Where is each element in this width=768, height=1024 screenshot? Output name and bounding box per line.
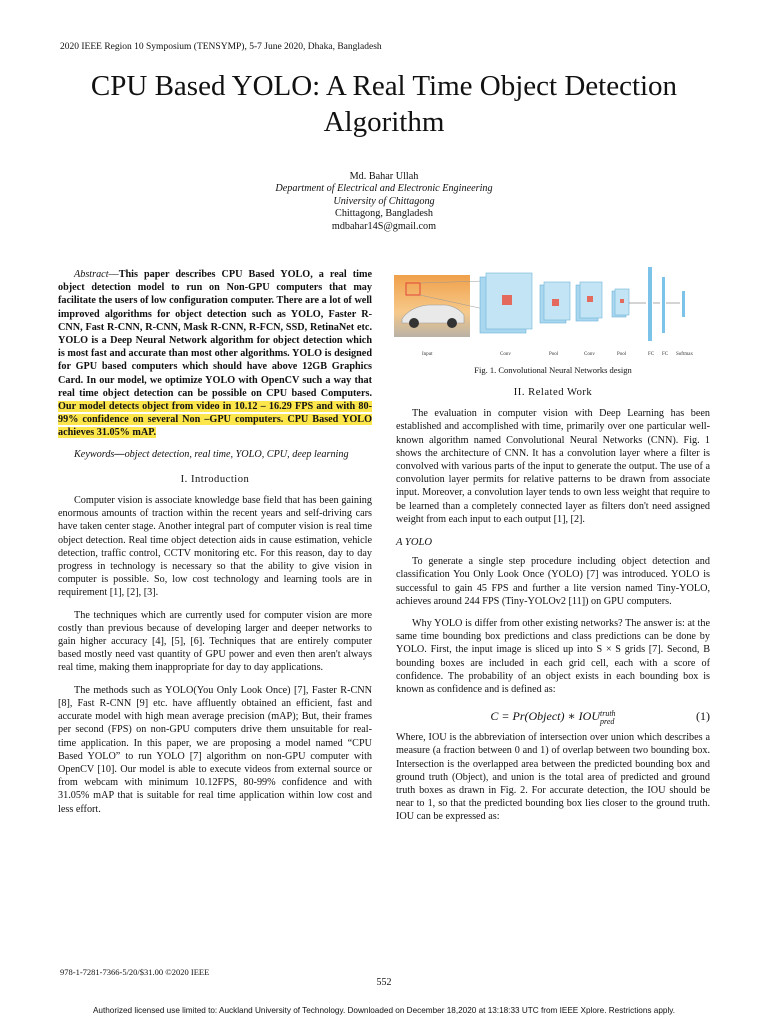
keywords-dash: — <box>114 448 125 460</box>
left-column <box>58 268 372 825</box>
equation-1 <box>396 705 710 727</box>
keywords <box>58 448 372 461</box>
figure-label-pool-1: Pool <box>549 352 559 357</box>
author-name: Md. Bahar Ullah <box>349 171 419 182</box>
yolo-paragraph-2: Why YOLO is differ from other existing networks? The answer is: at the same time bounding box predictions and class predictions can be done by YOLO. First, the input image is sliced up into S × S grids [7]. Second, B bounding boxes are included in each grid cell, each with a score of confidence. The probability of an object exists in each bounding box is known as confidence and is defined as: <box>396 618 710 696</box>
equation-subscript: pred <box>600 716 615 726</box>
pool-feature-highlight-2 <box>620 299 624 303</box>
car-wheel-rear <box>447 318 457 328</box>
figure-label-fc-2: FC <box>662 352 669 357</box>
cnn-architecture-figure <box>392 263 714 359</box>
section-heading-introduction: I. Introduction <box>180 473 250 485</box>
author-location: Chittagong, Bangladesh <box>335 208 433 220</box>
pool-feature-highlight-1 <box>552 299 559 306</box>
footer-isbn: 978-1-7281-7366-5/20/$31.00 ©2020 IEEE <box>60 967 210 977</box>
yolo-paragraph-1: To generate a single step procedure including object detection and classification You Only Look Once (YOLO) [7] was introduced. YOLO is successful to gain 45 FPS and further a lite version named Tiny-YOLO, achieves around 244 FPS (Tiny-YOLOv2 [11]) on GPU computers. <box>396 556 710 607</box>
figure-label-fc-1: FC <box>648 352 655 357</box>
fc-layer-1 <box>648 267 652 341</box>
keywords-text: object detection, real time, YOLO, CPU, deep learning <box>124 448 349 460</box>
abstract <box>58 268 372 440</box>
fc-layer-2 <box>662 277 665 333</box>
abstract-highlight: Our model detects object from video in 10.12 – 16.29 FPS and with 80-99% confidence on several Non –GPU computers. CPU Based YOLO achieves 31.05% mAP. <box>58 401 372 439</box>
abstract-text: This paper describes CPU Based YOLO, a real time object detection model to run on Non-GPU computers that may facilitate the users of low configuration computer. There are a lot of well improved algorithms for object detection such as YOLO, Faster R-CNN, Fast R-CNN, R-CNN, Mask R-CNN, R-FCN, SSD, RetinaNet etc. YOLO is a Deep Neural Network algorithm for object detection which is most fast and accurate than most other algorithms. YOLO is designed for GPU based computers which should have above 12GB Graphics Card. In our model, we optimize YOLO with OpenCV such a way that real time object detection can be possible on CPU based Computers. <box>58 269 372 399</box>
figure-label-conv-2: Conv <box>584 352 595 357</box>
keywords-label: Keywords <box>74 448 115 460</box>
author-department: Department of Electrical and Electronic Engineering <box>275 183 493 195</box>
equation-body: C = Pr(Object) ∗ IOU <box>490 709 600 724</box>
conv-feature-highlight-1 <box>502 295 512 305</box>
section-heading-related-work: II. Related Work <box>513 387 593 398</box>
page-number: 552 <box>376 977 392 988</box>
figure-label-pool-2: Pool <box>617 352 627 357</box>
intro-paragraph-2: The techniques which are currently used for computer vision are more costly than previous because of developing larger and deeper networks to gain higher accuracy [4], [5], [6]. Techniques that are entirely computer based mostly need vast quantity of GPU power and even then aren't always real time, making them inappropriate for day to day applications. <box>58 609 372 674</box>
paper-title: CPU Based YOLO: A Real Time Object Detection Algorithm <box>90 70 678 138</box>
author-university: University of Chittagong <box>333 195 435 207</box>
equation-number: (1) <box>696 709 710 724</box>
car-wheel-front <box>409 318 419 328</box>
conv-feature-highlight-2 <box>587 296 593 302</box>
figure-label-conv-1: Conv <box>500 352 511 357</box>
intro-paragraph-3: The methods such as YOLO(You Only Look Once) [7], Faster R-CNN [8], Fast R-CNN [9] etc. have affluently obtained an efficient, fast and accurate model with high mean average precision (mAP); But, their frames per second (FPS) on non-GPU computers drive them unsuitable for real-time application. In this paper, we are proposing a model named “CPU Based YOLO” to run YOLO [7] algorithm on non-GPU computer with OpenCV [10]. Our model is able to execute videos from external source or from webcam with minimum 10.12FPS, 80-99% confidence and with 31.05% mAP that is suitable for real time application within low cost and less effort. <box>58 684 372 815</box>
abstract-label: Abstract <box>74 269 109 280</box>
equation-superscript: truth <box>600 708 616 718</box>
related-work-paragraph-1: The evaluation in computer vision with Deep Learning has been established and accomplished with time, primarily over one particular well-known algorithm named Convolutional Neural Networks (CNN). Fig. 1 shows the architecture of CNN. It has a convolution layer where a filter is convolved with various parts of the input to generate the output. The use of a convolution layer permits for relative patterns to be drawn from associate input. Moreover, a convolution layer tends to own less weight that require to be learned than a completely connected layer as filters don't need assigned weight from each input to each output [1], [2]. <box>396 408 710 525</box>
conference-header: 2020 IEEE Region 10 Symposium (TENSYMP), 5-7 June 2020, Dhaka, Bangladesh <box>60 42 382 52</box>
intro-paragraph-1: Computer vision is associate knowledge base field that has been gaining enormous amounts of traction within the recent years and self-driving cars have taken center stage. Another integral part of computer vision is real time object detection. Real time object detection aids in cause estimation, vehicle detection, traffic control, CCTV monitoring etc. For this reason, day to day progress in technology is necessary so that the ability to give vision in computer is possible. So, low cost technology and learning tools are in requirement [1], [2], [3]. <box>58 495 372 599</box>
subsection-heading-yolo: A YOLO <box>396 537 433 549</box>
figure-label-input: Input <box>422 352 433 357</box>
author-email: mdbahar14S@gmail.com <box>331 220 437 232</box>
right-column <box>396 382 710 833</box>
author-block <box>200 171 568 233</box>
iou-paragraph: Where, IOU is the abbreviation of intersection over union which describes a measure (a fraction between 0 and 1) of overlap between two bounding box. Intersection is the overlapped area between the predicted bounding box and ground truth (Object), and union is the total area of predicted and ground truth boxes as drawn in Fig. 2. For accurate detection, the IOU should be near to 1, so that the predicted bounding box lies closer to the ground truth. IOU can be expressed as: <box>396 732 710 823</box>
license-notice: Authorized licensed use limited to: Auckland University of Technology. Downloaded on December 18,2020 at 13:18:33 UTC from IEEE Xplore. Restrictions apply. <box>92 1006 676 1015</box>
figure-caption: Fig. 1. Convolutional Neural Networks design <box>474 365 632 375</box>
abstract-dash: — <box>108 269 119 280</box>
figure-label-softmax: Softmax <box>676 352 693 357</box>
softmax-layer <box>682 291 685 317</box>
